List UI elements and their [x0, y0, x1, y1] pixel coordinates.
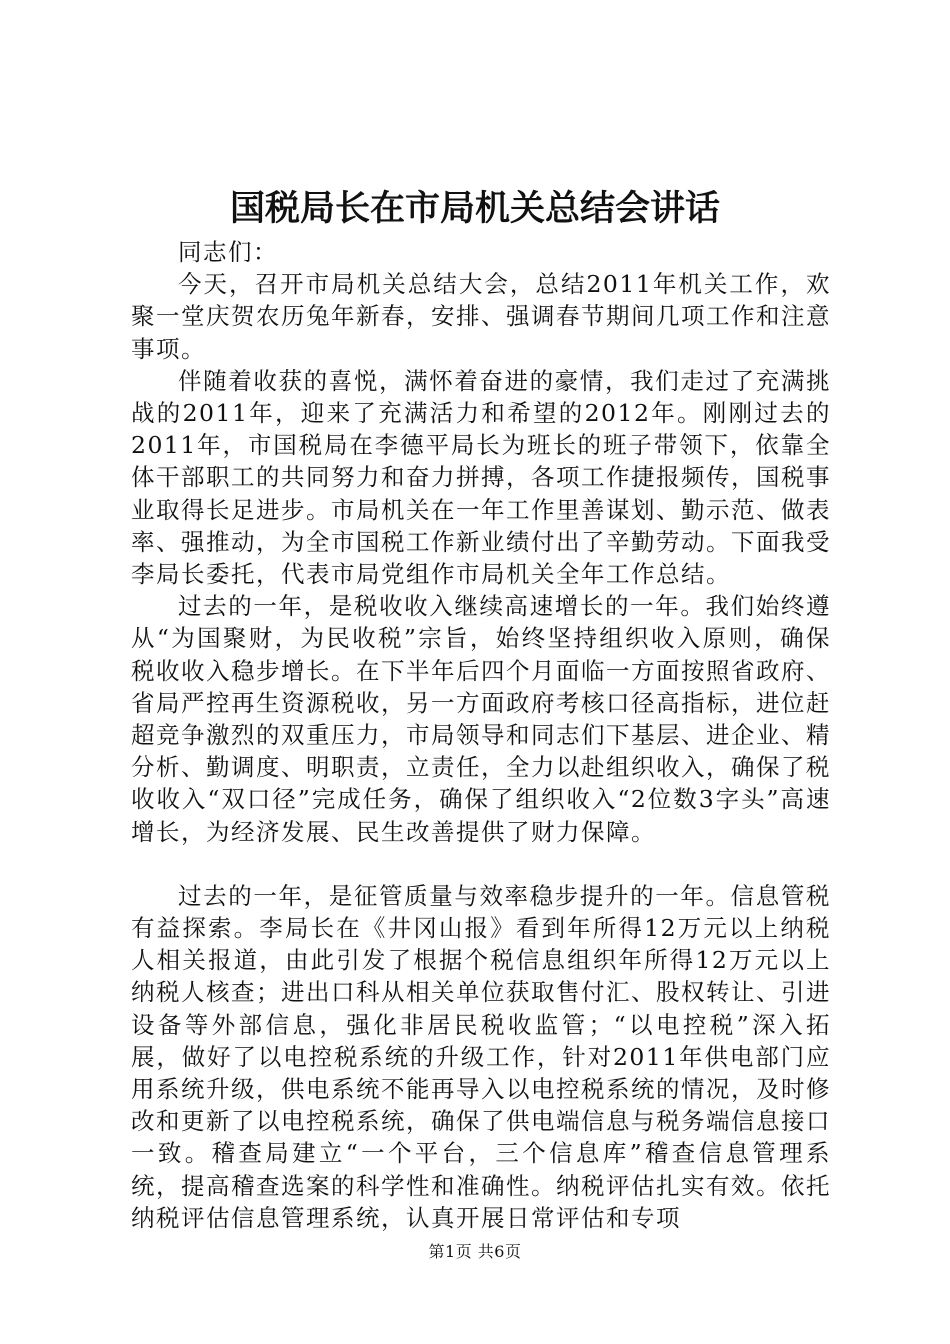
- document-body: [131, 236, 831, 1234]
- body-paragraph: 伴随着收获的喜悦，满怀着奋进的豪情，我们走过了充满挑战的2011年，迎来了充满活力和希望的2012年。刚刚过去的2011年，市国税局在李德平局长为班长的班子带领下，依靠全体干部职工的共同努力和奋力拼搏，各项工作捷报频传，国税事业取得长足进步。市局机关在一年工作里善谋划、勤示范、做表率、强推动，为全市国税工作新业绩付出了辛勤劳动。下面我受李局长委托，代表市局党组作市局机关全年工作总结。: [131, 366, 831, 589]
- page-number-footer: 第1页 共6页: [428, 1242, 522, 1261]
- body-paragraph: 过去的一年，是税收收入继续高速增长的一年。我们始终遵从“为国聚财，为民收税”宗旨，始终坚持组织收入原则，确保税收收入稳步增长。在下半年后四个月面临一方面按照省政府、省局严控再生资源税收，另一方面政府考核口径高指标，进位赶超竞争激烈的双重压力，市局领导和同志们下基层、进企业、精分析、勤调度、明职责，立责任，全力以赴组织收入，确保了税收收入“双口径”完成任务，确保了组织收入“2位数3字头”高速增长，为经济发展、民生改善提供了财力保障。: [131, 592, 831, 846]
- body-paragraph: 过去的一年，是征管质量与效率稳步提升的一年。信息管税有益探索。李局长在《井冈山报》看到年所得12万元以上纳税人相关报道，由此引发了根据个税信息组织年所得12万元以上纳税人核查；进出口科从相关单位获取售付汇、股权转让、引进设备等外部信息，强化非居民税收监管；“以电控税”深入拓展，做好了以电控税系统的升级工作，针对2011年供电部门应用系统升级，供电系统不能再导入以电控税系统的情况，及时修改和更新了以电控税系统，确保了供电端信息与税务端信息接口一致。稽查局建立“一个平台，三个信息库”稽查信息管理系统，提高稽查选案的科学性和准确性。纳税评估扎实有效。依托纳税评估信息管理系统，认真开展日常评估和专项: [131, 881, 831, 1232]
- body-paragraph: 今天，召开市局机关总结大会，总结2011年机关工作，欢聚一堂庆贺农历兔年新春，安排、强调春节期间几项工作和注意事项。: [131, 270, 831, 363]
- document-title: 国税局长在市局机关总结会讲话: [229, 188, 720, 229]
- salutation-paragraph: 同志们：: [178, 238, 278, 266]
